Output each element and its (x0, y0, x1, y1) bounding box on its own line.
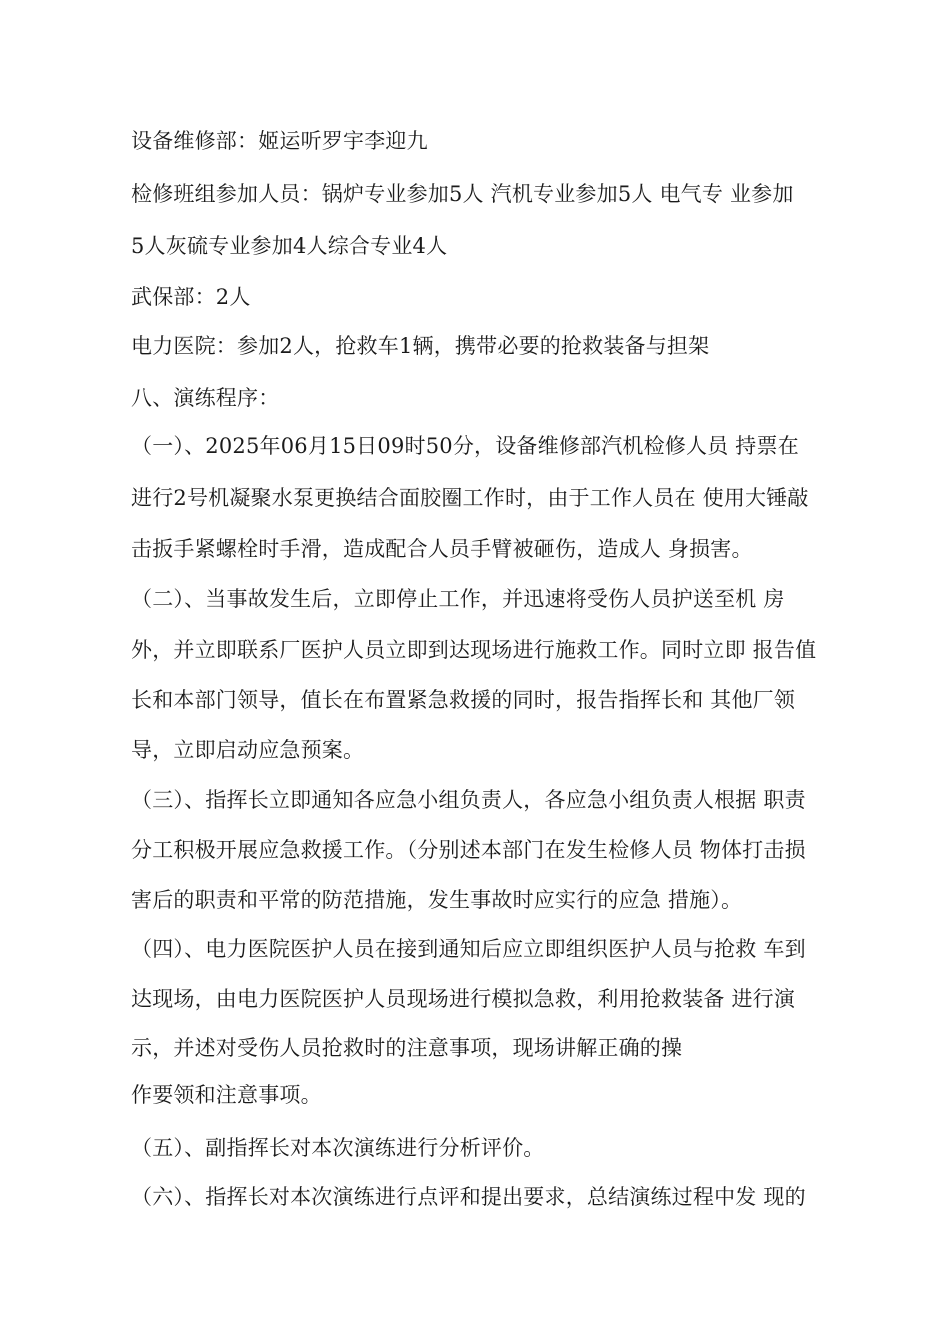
text-line: 进行2号机凝聚水泵更换结合面胶圈工作时，由于工作人员在 使用大锤敲 (131, 486, 809, 510)
text-line: 击扳手紧螺栓时手滑，造成配合人员手臂被砸伤，造成人 身损害。 (131, 537, 753, 561)
text-line: 导，立即启动应急预案。 (131, 738, 365, 762)
section-heading: 八、演练程序： (131, 386, 280, 410)
text-line: 电力医院：参加2人，抢救车1辆，携带必要的抢救装备与担架 (131, 334, 710, 358)
text-line: 示，并述对受伤人员抢救时的注意事项，现场讲解正确的操 (131, 1036, 683, 1060)
text-line: 达现场，由电力医院医护人员现场进行模拟急救，利用抢救装备 进行演 (131, 987, 796, 1011)
text-line: 外，并立即联系厂医护人员立即到达现场进行施救工作。同时立即 报告值 (131, 638, 817, 662)
text-line: （一）、2025年06月15日09时50分，设备维修部汽机检修人员 持票在 (131, 434, 799, 458)
text-line: 分工积极开展应急救援工作。（分别述本部门在发生检修人员 物体打击损 (131, 838, 806, 862)
text-line: （五）、副指挥长对本次演练进行分析评价。 (131, 1136, 545, 1160)
text-line: （六）、指挥长对本次演练进行点评和提出要求，总结演练过程中发 现的 (131, 1185, 806, 1209)
text-line: 作要领和注意事项。 (131, 1083, 322, 1107)
text-line: 设备维修部：姬运听罗宇李迎九 (131, 129, 428, 153)
text-line: 武保部：2人 (131, 285, 251, 309)
text-line: （二）、当事故发生后，立即停止工作，并迅速将受伤人员护送至机 房 (131, 587, 785, 611)
text-line: 害后的职责和平常的防范措施，发生事故时应实行的应急 措施）。 (131, 888, 743, 912)
text-line: 检修班组参加人员：锅炉专业参加5人 汽机专业参加5人 电气专 业参加 (131, 182, 794, 206)
text-line: （三）、指挥长立即通知各应急小组负责人，各应急小组负责人根据 职责 (131, 788, 806, 812)
text-line: 5人灰硫专业参加4人综合专业4人 (131, 234, 448, 258)
text-line: 长和本部门领导，值长在布置紧急救援的同时，报告指挥长和 其他厂领 (131, 688, 796, 712)
text-line: （四）、电力医院医护人员在接到通知后应立即组织医护人员与抢救 车到 (131, 937, 806, 961)
